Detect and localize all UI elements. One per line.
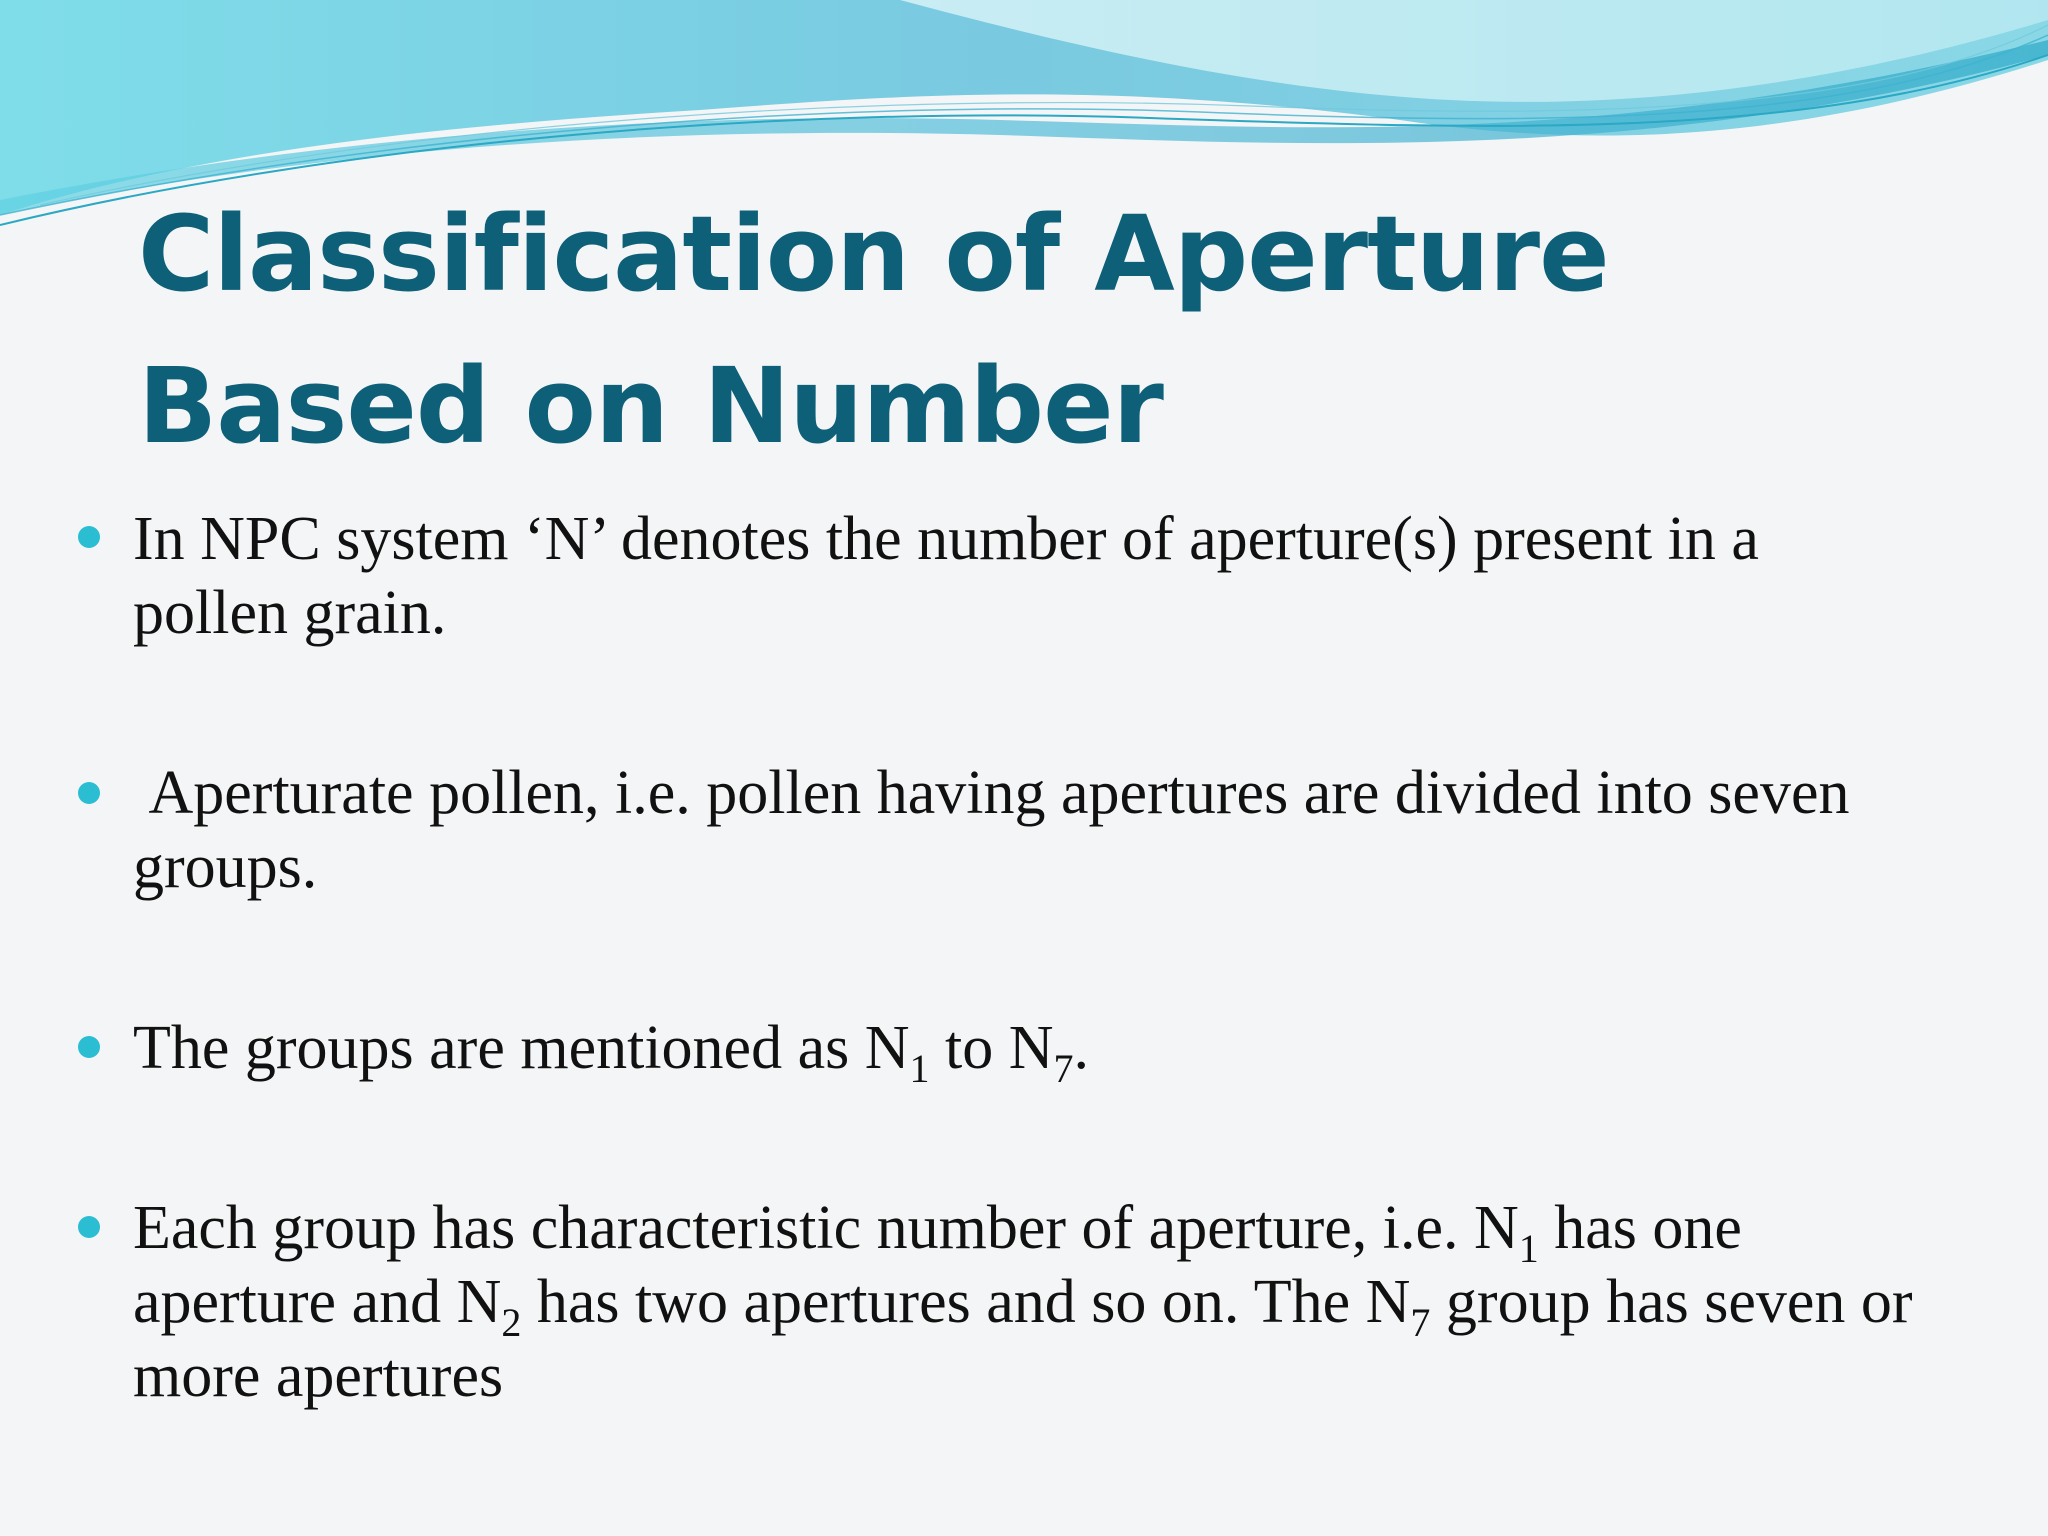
bullet-dot-icon: [78, 526, 100, 548]
subscript: 1: [1518, 1226, 1539, 1271]
bullet-dot-icon: [78, 1216, 100, 1238]
bullet-dot-icon: [78, 1036, 100, 1058]
bullet-text: Each group has characteristic number of aperture, i.e. $N_1$ has one aperture and $N_2$ has two apertures and so on. The $N_7$ group has seven or more apertures: [133, 1194, 1913, 1410]
subscript: 1: [909, 1046, 930, 1091]
bullet-text: Aperturate pollen, i.e. pollen having apertures are divided into seven groups.: [133, 759, 1865, 901]
subscript: 2: [501, 1300, 522, 1345]
slide-title: Classification of Aperture Based on Number: [138, 193, 1609, 467]
bullet-text: The groups are mentioned as $N_1$ to $N_7$.: [133, 1014, 1089, 1091]
subscript: 7: [1410, 1300, 1431, 1345]
subscript: 7: [1053, 1046, 1074, 1091]
bullet-text: In NPC system ‘N’ denotes the number of aperture(s) present in a pollen grain.: [133, 505, 1759, 647]
bullet-dot-icon: [78, 782, 100, 804]
